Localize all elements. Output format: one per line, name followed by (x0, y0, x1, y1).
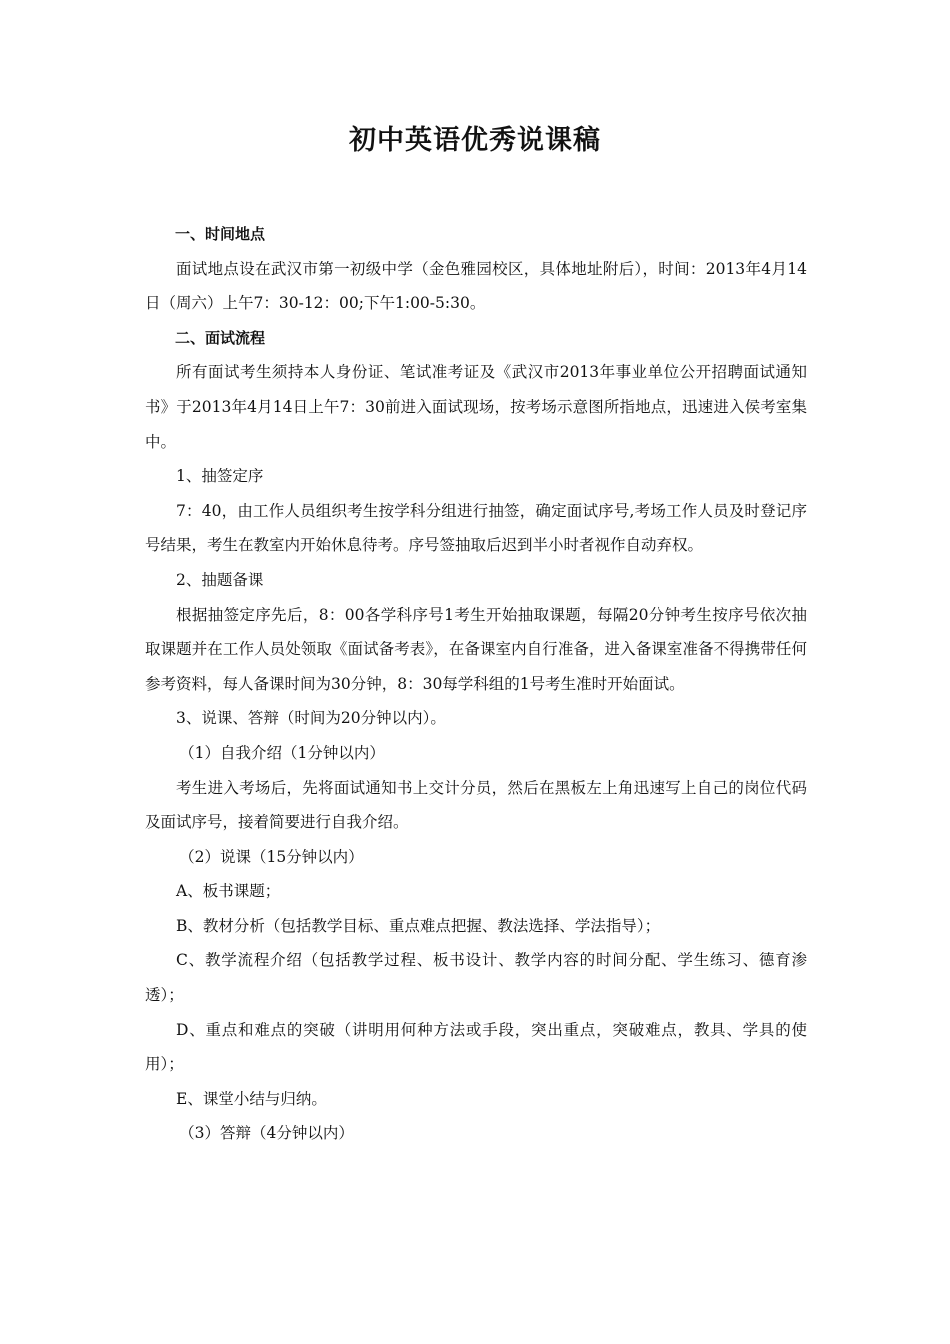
paragraph-location-time: 面试地点设在武汉市第一初级中学（金色雅园校区，具体地址附后），时间：2013年4月14日（周六）上午7：30-12：00;下午1:00-5:30。 (145, 259, 807, 313)
subheading-draw-lots: 1、抽签定序 (176, 467, 264, 486)
document-body (145, 217, 807, 1151)
paragraph-prepare: 根据抽签定序先后，8：00各学科序号1考生开始抽取课题，每隔20分钟考生按序号依次抽取课题并在工作人员处领取《面试备考表》，在备课室内自行准备，进入备课室准备不得携带任何参考资料，每人备课时间为30分钟，8：30每学科组的1号考生准时开始面试。 (145, 605, 807, 693)
document-title: 初中英语优秀说课稿 (349, 125, 601, 156)
item-self-intro: （1）自我介绍（1分钟以内） (179, 743, 385, 762)
subheading-prepare: 2、抽题备课 (176, 570, 264, 589)
paragraph-requirements: 所有面试考生须持本人身份证、笔试准考证及《武汉市2013年事业单位公开招聘面试通知书》于2013年4月14日上午7：30前进入面试现场，按考场示意图所指地点，迅速进入侯考室集中。 (145, 363, 807, 451)
paragraph-draw-lots: 7：40，由工作人员组织考生按学科分组进行抽签，确定面试序号,考场工作人员及时登记序号结果，考生在教室内开始休息待考。序号签抽取后迟到半小时者视作自动弃权。 (145, 501, 807, 555)
list-item-c: C、教学流程介绍（包括教学过程、板书设计、教学内容的时间分配、学生练习、德育渗透）； (145, 951, 807, 1005)
list-item-d: D、重点和难点的突破（讲明用何种方法或手段，突出重点，突破难点，教具、学具的使用）； (145, 1020, 807, 1074)
item-defense: （3）答辩（4分钟以内） (179, 1124, 354, 1143)
list-item-a: A、板书课题； (176, 882, 281, 901)
subheading-lecture-defense: 3、说课、答辩（时间为20分钟以内）。 (176, 709, 446, 728)
list-item-b: B、教材分析（包括教学目标、重点难点把握、教法选择、学法指导）； (176, 916, 661, 935)
paragraph-self-intro: 考生进入考场后，先将面试通知书上交计分员，然后在黑板左上角迅速写上自己的岗位代码及面试序号，接着简要进行自我介绍。 (145, 778, 807, 832)
section-heading-process: 二、面试流程 (175, 328, 266, 347)
list-item-e: E、课堂小结与归纳。 (176, 1089, 327, 1108)
item-lecture: （2）说课（15分钟以内） (179, 847, 364, 866)
section-heading-time-place: 一、时间地点 (175, 225, 266, 243)
